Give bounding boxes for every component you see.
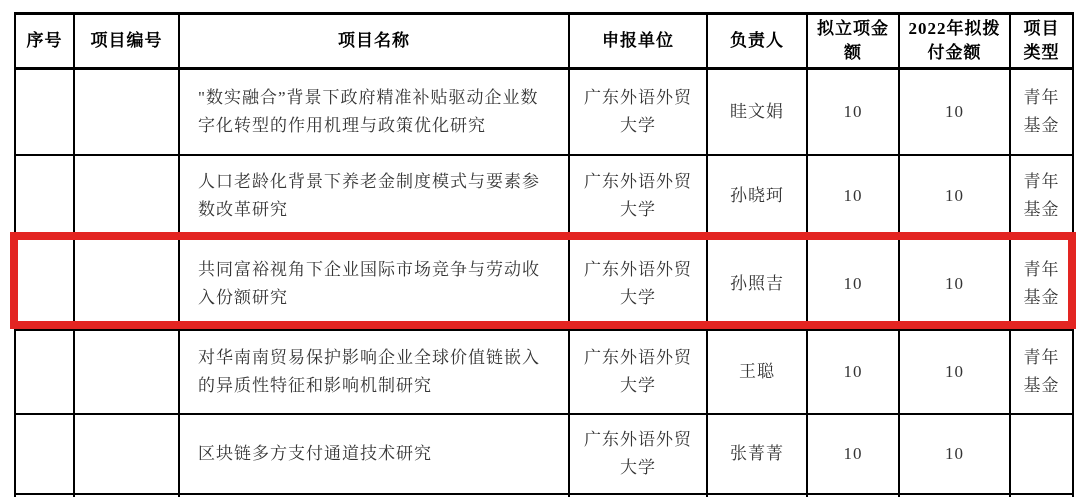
cell-seq (15, 237, 74, 330)
cell-project-code (74, 68, 179, 155)
cell-unit: 广东外语外贸大学 (569, 330, 707, 414)
header-project-code: 项目编号 (74, 14, 179, 69)
cell-pay-2022: 10 (899, 414, 1010, 494)
cell-project-code (74, 414, 179, 494)
table-header-row (15, 14, 1073, 69)
cell-project-name: 对华南南贸易保护影响企业全球价值链嵌入的异质性特征和影响机制研究 (179, 330, 569, 414)
cell-type (1010, 414, 1073, 494)
table-row-highlighted (15, 237, 1073, 330)
cell-seq (15, 330, 74, 414)
cell-type: 青年基金 (1010, 68, 1073, 155)
cell-amount: 10 (807, 330, 899, 414)
cell-leader: 眭文娟 (707, 68, 807, 155)
cell-unit: 广东外语外贸大学 (569, 155, 707, 237)
cell-pay-2022: 10 (899, 68, 1010, 155)
header-seq: 序号 (15, 14, 74, 69)
cell-amount: 10 (807, 155, 899, 237)
cell-amount: 10 (807, 237, 899, 330)
header-leader: 负责人 (707, 14, 807, 69)
cell-unit: 广东外语外贸大学 (569, 237, 707, 330)
cell-seq (15, 155, 74, 237)
cell-unit: 广东外语外贸大学 (569, 414, 707, 494)
cell-leader: 孙照吉 (707, 237, 807, 330)
table-row (15, 414, 1073, 494)
header-unit: 申报单位 (569, 14, 707, 69)
header-amount: 拟立项金额 (807, 14, 899, 69)
cell-leader: 张菁菁 (707, 414, 807, 494)
cell-unit: 广东外语外贸大学 (569, 68, 707, 155)
cell-leader: 王聪 (707, 330, 807, 414)
cell-amount: 10 (807, 68, 899, 155)
cell-project-name: 人口老龄化背景下养老金制度模式与要素参数改革研究 (179, 155, 569, 237)
header-pay-2022: 2022年拟拨付金额 (899, 14, 1010, 69)
cell-project-code (74, 155, 179, 237)
cell-amount: 10 (807, 414, 899, 494)
cell-type: 青年基金 (1010, 237, 1073, 330)
cell-project-name: 共同富裕视角下企业国际市场竞争与劳动收入份额研究 (179, 237, 569, 330)
projects-table (14, 12, 1074, 497)
cell-seq (15, 68, 74, 155)
table-row (15, 155, 1073, 237)
cell-type: 青年基金 (1010, 330, 1073, 414)
table-row (15, 68, 1073, 155)
cell-project-name: "数实融合”背景下政府精准补贴驱动企业数字化转型的作用机理与政策优化研究 (179, 68, 569, 155)
cell-project-code (74, 330, 179, 414)
cell-pay-2022: 10 (899, 237, 1010, 330)
header-type: 项目类型 (1010, 14, 1073, 69)
cell-leader: 孙晓珂 (707, 155, 807, 237)
cell-pay-2022: 10 (899, 330, 1010, 414)
cell-project-code (74, 237, 179, 330)
table-row (15, 330, 1073, 414)
cell-seq (15, 414, 74, 494)
header-project-name: 项目名称 (179, 14, 569, 69)
cell-type: 青年基金 (1010, 155, 1073, 237)
cell-project-name: 区块链多方支付通道技术研究 (179, 414, 569, 494)
cell-pay-2022: 10 (899, 155, 1010, 237)
